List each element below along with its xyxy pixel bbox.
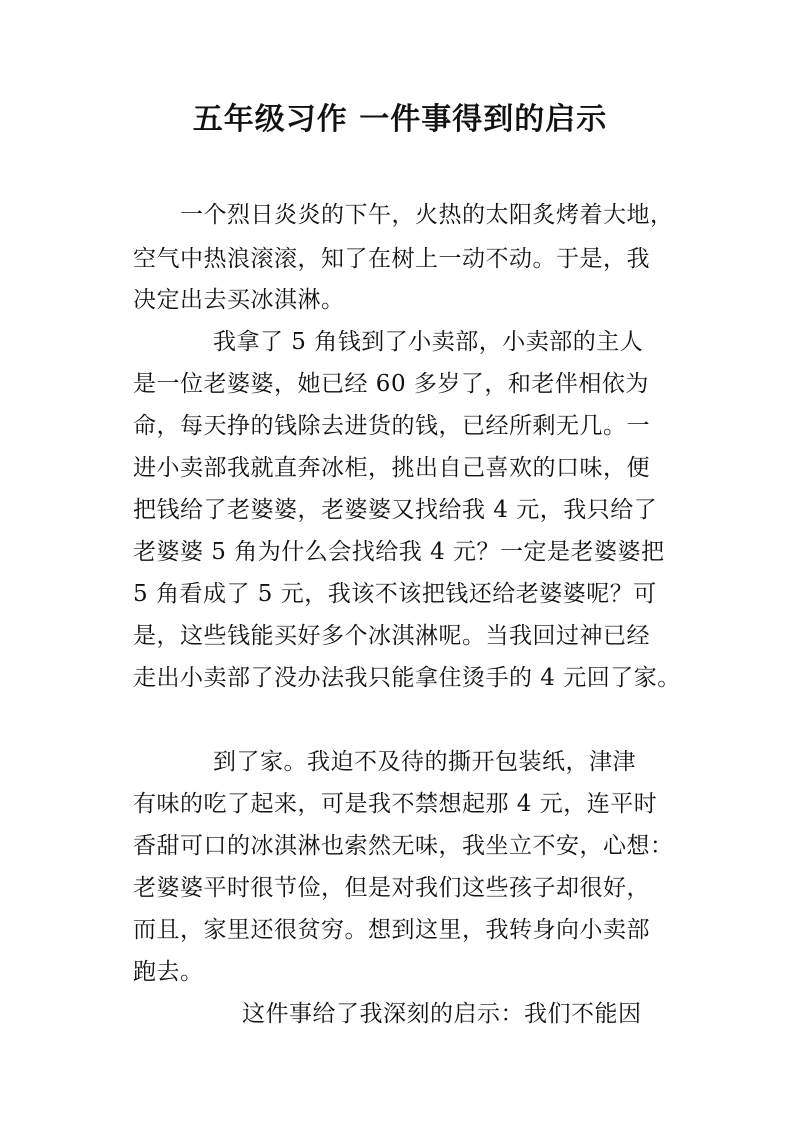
text-line: 香甜可口的冰淇淋也索然无味，我坐立不安，心想： <box>133 833 674 859</box>
text-line: 进小卖部我就直奔冰柜，挑出自己喜欢的口味，便 <box>133 455 650 481</box>
text-line: 我拿了 5 角钱到了小卖部，小卖部的主人 <box>213 329 644 355</box>
text-line: 老婆婆 5 角为什么会找给我 4 元？一定是老婆婆把 <box>133 539 665 565</box>
text-line: 到了家。我迫不及待的撕开包装纸，津津 <box>213 749 636 775</box>
text-line: 是，这些钱能买好多个冰淇淋呢。当我回过神已经 <box>133 623 650 649</box>
text-line: 跑去。 <box>133 959 204 985</box>
text-line: 把钱给了老婆婆，老婆婆又找给我 4 元，我只给了 <box>133 497 658 523</box>
text-line: 老婆婆平时很节俭，但是对我们这些孩子却很好， <box>133 875 650 901</box>
text-line: 空气中热浪滚滚，知了在树上一动不动。于是，我 <box>133 246 650 272</box>
text-line: 而且，家里还很贫穷。想到这里，我转身向小卖部 <box>133 917 650 943</box>
text-line: 命，每天挣的钱除去进货的钱，已经所剩无几。一 <box>133 413 650 439</box>
text-line: 5 角看成了 5 元，我该不该把钱还给老婆婆呢？可 <box>133 581 657 607</box>
text-line: 走出小卖部了没办法我只能拿住烫手的 4 元回了家。 <box>133 665 681 691</box>
text-line: 有味的吃了起来，可是我不禁想起那 4 元，连平时 <box>133 791 658 817</box>
text-line: 决定出去买冰淇淋。 <box>133 287 345 313</box>
document-title: 五年级习作 一件事得到的启示 <box>192 102 608 137</box>
text-line: 这件事给了我深刻的启示：我们不能因 <box>242 1001 642 1027</box>
text-line: 一个烈日炎炎的下午，火热的太阳炙烤着大地， <box>180 202 674 228</box>
text-line: 是一位老婆婆，她已经 60 多岁了，和老伴相依为 <box>133 371 649 397</box>
